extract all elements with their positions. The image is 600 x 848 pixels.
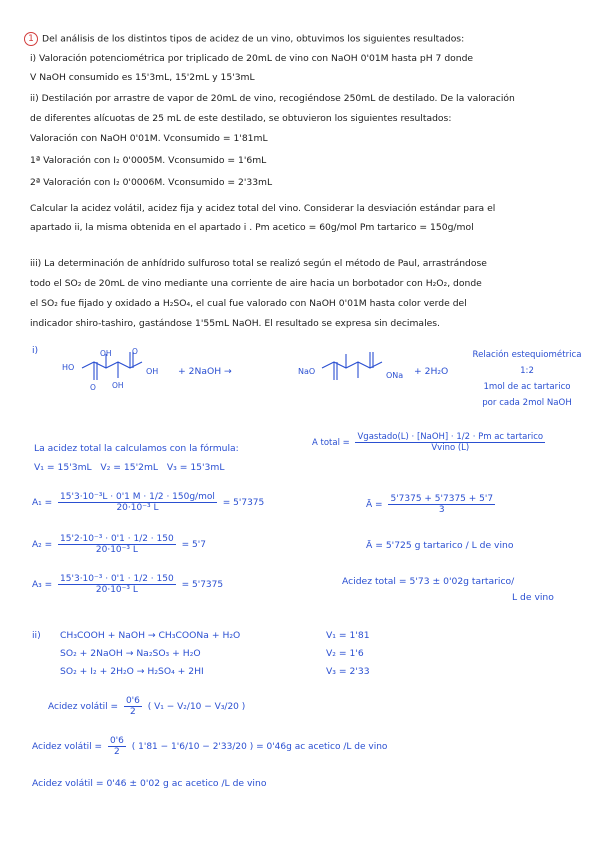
a1-numerator: 15'3·10⁻³L · 0'1 M · 1/2 · 150g/mol <box>60 492 215 502</box>
reactant-oh-bottom: OH <box>112 381 124 390</box>
mean-calc <box>366 494 498 515</box>
equation-2: SO₂ + 2NaOH → Na₂SO₃ + H₂O <box>60 648 201 659</box>
reactant-o-top: O <box>132 347 138 356</box>
a1-lhs: A₁ = <box>32 498 53 508</box>
a2-calc <box>32 534 206 555</box>
mean-denominator: 3 <box>438 505 445 515</box>
volatile-frac-den: 2 <box>130 707 136 717</box>
part3-line-4: indicador shiro-tashiro, gastándose 1'55mL NaOH. El resultado se expresa sin decimales. <box>30 318 440 329</box>
volatile-formula <box>48 696 245 717</box>
equation-3: SO₂ + I₂ + 2H₂O → H₂SO₄ + 2HI <box>60 666 204 677</box>
stoich-note <box>462 350 592 408</box>
a3-lhs: A₃ = <box>32 580 53 590</box>
solution-ii-label: ii) <box>32 630 41 641</box>
volatile-lhs: Acidez volátil = <box>48 702 119 712</box>
part3-line-2: todo el SO₂ de 20mL de vino mediante una corriente de aire hacia un borbotador con H₂O₂, donde <box>30 278 482 289</box>
a3-result: = 5'7375 <box>181 580 224 590</box>
formula-numerator: Vgastado(L) · [NaOH] · 1/2 · Pm ac tartarico <box>357 432 544 442</box>
intro-line-2: i) Valoración potenciométrica por triplicado de 20mL de vino con NaOH 0'01M hasta pH 7 donde <box>30 53 474 64</box>
stoich-note-4: por cada 2mol NaOH <box>482 398 572 408</box>
reactant-o-bottom: O <box>90 383 96 392</box>
total-acidity-formula <box>312 432 548 453</box>
part3-line-1: iii) La determinación de anhídrido sulfuroso total se realizó según el método de Paul, arrastrándose <box>30 258 487 269</box>
volume-2: V₂ = 15'2mL <box>100 462 159 473</box>
a3-numerator: 15'3·10⁻³ · 0'1 · 1/2 · 150 <box>60 574 174 584</box>
volume-1: V₁ = 15'3mL <box>34 462 92 473</box>
a2-result: = 5'7 <box>181 540 206 550</box>
product-end-left: NaO <box>298 367 316 376</box>
v1-value: V₁ = 1'81 <box>326 630 370 641</box>
volatile-expression: ( V₁ − V₂/10 − V₃/20 ) <box>147 702 246 712</box>
product-end-right: ONa <box>386 371 404 380</box>
intro-line-5: de diferentes alícuotas de 25 mL de este destilado, se obtuvieron los siguientes resultados: <box>30 113 452 124</box>
formula-intro: La acidez total la calculamos con la fórmula: <box>34 443 239 454</box>
mean-lhs: Ā = <box>366 500 383 510</box>
mean-numerator: 5'7375 + 5'7375 + 5'7 <box>390 494 494 504</box>
mean-result: Ā = 5'725 g tartarico / L de vino <box>366 540 514 551</box>
a3-calc <box>32 574 223 595</box>
volatile-calc-frac-num: 0'6 <box>109 736 124 746</box>
a1-result: = 5'7375 <box>222 498 265 508</box>
reactant-oh-top: OH <box>100 349 112 358</box>
formula-denominator: Vvino (L) <box>431 443 470 453</box>
intro-text-1: Del análisis de los distintos tipos de acidez de un vino, obtuvimos los siguientes resultados: <box>42 33 465 45</box>
volatile-calc-lhs: Acidez volátil = <box>32 742 103 752</box>
a1-calc <box>32 492 264 513</box>
equation-1: CH₃COOH + NaOH → CH₃COONa + H₂O <box>60 630 241 641</box>
a2-numerator: 15'2·10⁻³ · 0'1 · 1/2 · 150 <box>60 534 174 544</box>
formula-lhs: A total = <box>312 438 350 448</box>
volatile-calc-frac-den: 2 <box>114 747 120 757</box>
intro-line-1 <box>24 32 464 46</box>
volatile-final: Acidez volátil = 0'46 ± 0'02 g ac acetico /L de vino <box>32 778 267 789</box>
a2-denominator: 20·10⁻³ L <box>95 545 138 555</box>
stoich-note-3: 1mol de ac tartarico <box>483 382 571 392</box>
intro-line-6: Valoración con NaOH 0'01M. Vconsumido = 1'81mL <box>30 133 268 144</box>
a3-denominator: 20·10⁻³ L <box>95 585 138 595</box>
total-acidity-1: Acidez total = 5'73 ± 0'02g tartarico/ <box>342 576 515 587</box>
intro-line-7: 1ª Valoración con I₂ 0'0005M. Vconsumido = 1'6mL <box>30 155 267 166</box>
reactant-end-left: HO <box>62 363 75 372</box>
stoich-note-1: Relación estequiométrica <box>472 350 582 360</box>
volume-3: V₃ = 15'3mL <box>166 462 225 473</box>
a2-lhs: A₂ = <box>32 540 53 550</box>
question-line-2: apartado ii, la misma obtenida en el apartado i . Pm acetico = 60g/mol Pm tartarico = 150g/mol <box>30 222 474 233</box>
intro-line-8: 2ª Valoración con I₂ 0'0006M. Vconsumido = 2'33mL <box>30 177 273 188</box>
solution-i-label: i) <box>32 345 39 356</box>
stoich-note-2: 1:2 <box>520 366 534 376</box>
problem-number: 1 <box>24 32 38 46</box>
a1-denominator: 20·10⁻³ L <box>116 503 159 513</box>
reaction-water: + 2H₂O <box>414 366 449 377</box>
reactant-end-right: OH <box>146 367 159 376</box>
v3-value: V₃ = 2'33 <box>326 666 370 677</box>
intro-line-3: V NaOH consumido es 15'3mL, 15'2mL y 15'3mL <box>30 72 255 83</box>
volumes-line <box>34 462 224 474</box>
total-acidity-2: L de vino <box>512 592 554 603</box>
volatile-calc-expression: ( 1'81 − 1'6/10 − 2'33/20 ) = 0'46g ac acetico /L de vino <box>131 742 388 752</box>
intro-line-4: ii) Destilación por arrastre de vapor de 20mL de vino, recogiéndose 250mL de destilado. De la valoración <box>30 93 515 104</box>
v2-value: V₂ = 1'6 <box>326 648 364 659</box>
reaction-reagent: + 2NaOH → <box>178 366 232 377</box>
question-line-1: Calcular la acidez volátil, acidez fija y acidez total del vino. Considerar la desviación estándar para el <box>30 203 496 214</box>
volatile-calc <box>32 736 387 757</box>
volatile-frac-num: 0'6 <box>125 696 140 706</box>
part3-line-3: el SO₂ fue fijado y oxidado a H₂SO₄, el cual fue valorado con NaOH 0'01M hasta color verde del <box>30 298 467 309</box>
